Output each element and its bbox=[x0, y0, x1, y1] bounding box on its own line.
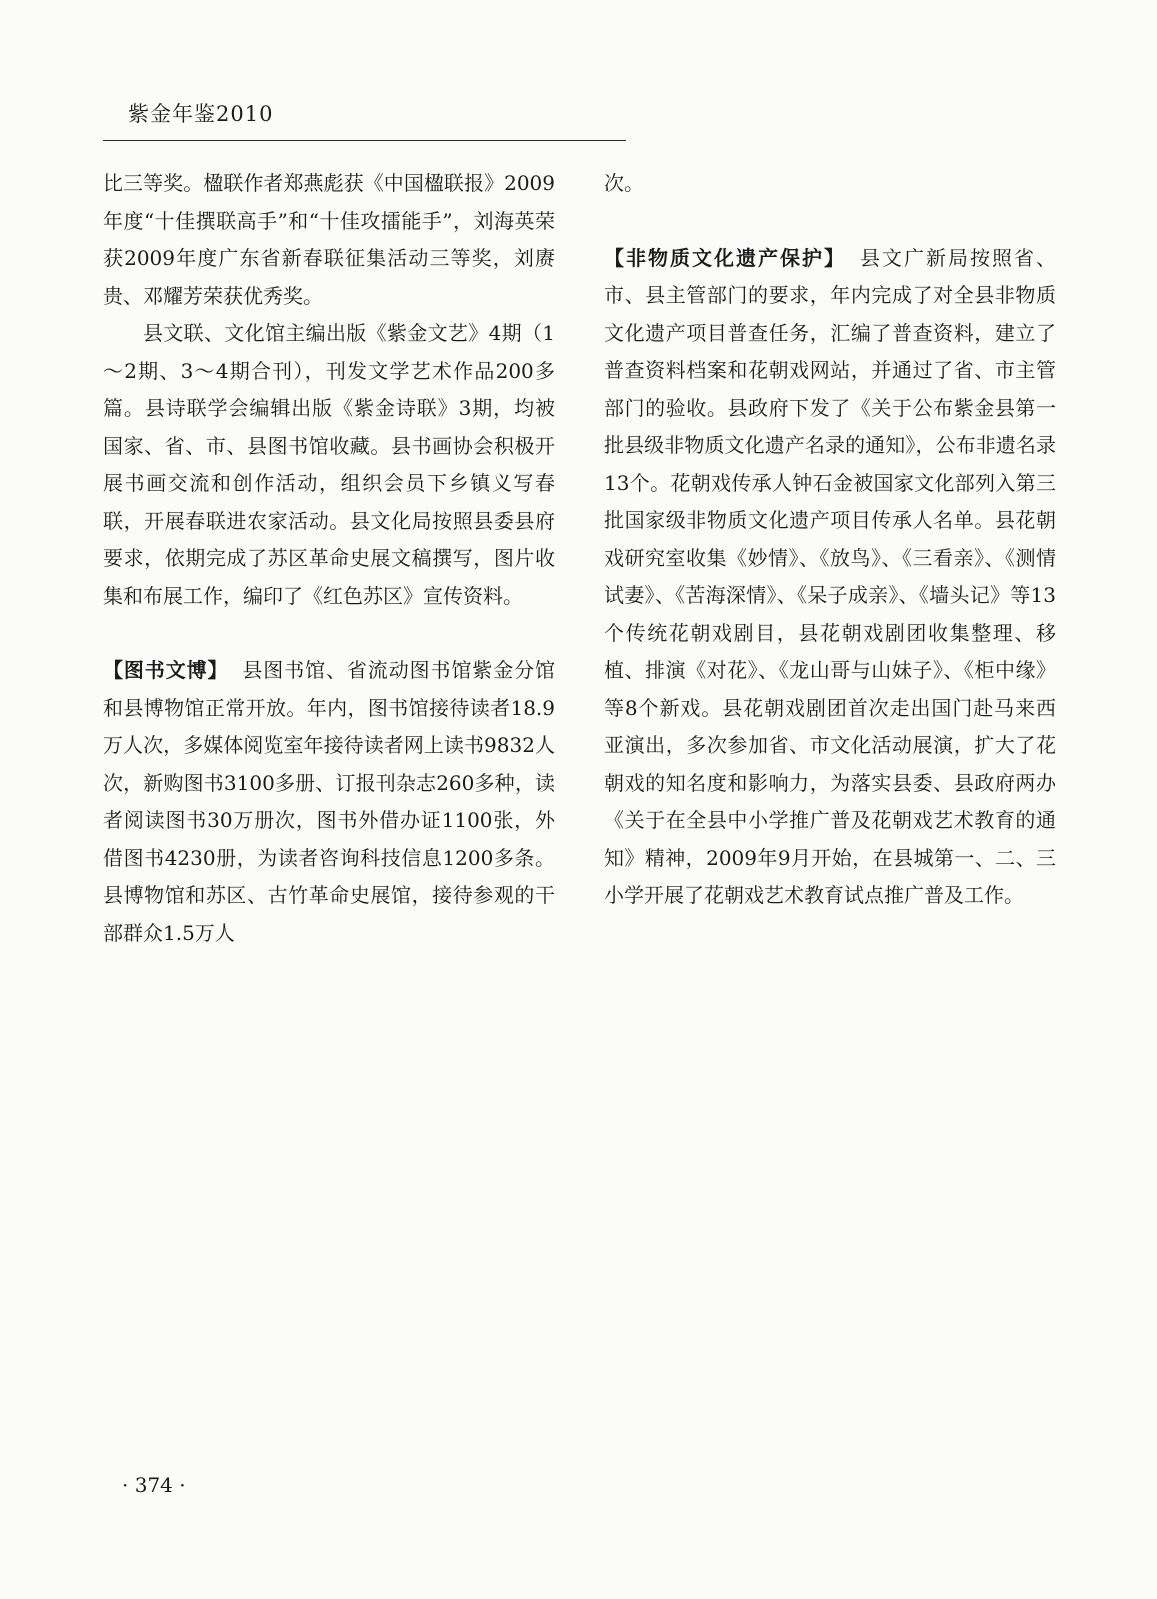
section-heading-heritage: 【非物质文化遗产保护】 bbox=[604, 245, 846, 270]
paragraph-couplet-awards: 比三等奖。楹联作者郑燕彪获《中国楹联报》2009年度“十佳撰联高手”和“十佳攻擂能手”，刘海英荣获2009年度广东省新春联征集活动三等奖，刘赓贵、邓耀芳荣获优秀奖。 bbox=[103, 171, 555, 308]
section-text-library: 县图书馆、省流动图书馆紫金分馆和县博物馆正常开放。年内，图书馆接待读者18.9万人次，多媒体阅览室年接待读者网上读书9832人次，新购图书3100多册、订报刊杂志260多种，读者阅读图书30万册次，图书外借办证1100张，外借图书4230册，为读者咨询科技信息1200多条。县博物馆和苏区、古竹革命史展馆，接待参观的干部群众1.5万人 bbox=[103, 658, 556, 945]
paragraph-continuation: 次。 bbox=[604, 171, 644, 195]
section-library bbox=[103, 652, 555, 952]
header-rule bbox=[103, 140, 626, 141]
paragraph-publications: 县文联、文化馆主编出版《紫金文艺》4期（1～2期、3～4期合刊），刊发文学艺术作品200多篇。县诗联学会编辑出版《紫金诗联》3期，均被国家、省、市、县图书馆收藏。县书画协会积极开展书画交流和创作活动，组织会员下乡镇义写春联，开展春联进农家活动。县文化局按照县委县府要求，依期完成了苏区革命史展文稿撰写，图片收集和布展工作，编印了《红色苏区》宣传资料。 bbox=[103, 321, 555, 608]
section-heading-library: 【图书文博】 bbox=[103, 658, 229, 682]
right-column bbox=[604, 165, 1056, 915]
section-heritage bbox=[604, 240, 1056, 915]
left-column bbox=[103, 165, 555, 952]
running-header: 紫金年鉴2010 bbox=[128, 102, 274, 126]
section-text-heritage: 县文广新局按照省、市、县主管部门的要求，年内完成了对全县非物质文化遗产项目普查任务，汇编了普查资料，建立了普查资料档案和花朝戏网站，并通过了省、市主管部门的验收。县政府下发了《关于公布紫金县第一批县级非物质文化遗产名录的通知》，公布非遗名录13个。花朝戏传承人钟石金被国家文化部列入第三批国家级非物质文化遗产项目传承人名单。县花朝戏研究室收集《妙情》、《放鸟》、《三看亲》、《测情试妻》、《苦海深情》、《呆子成亲》、《墙头记》等13个传统花朝戏剧目，县花朝戏剧团收集整理、移植、排演《对花》、《龙山哥与山妹子》、《柜中缘》等8个新戏。县花朝戏剧团首次走出国门赴马来西亚演出，多次参加省、市文化活动展演，扩大了花朝戏的知名度和影响力，为落实县委、县政府两办《关于在全县中小学推广普及花朝戏艺术教育的通知》精神，2009年9月开始，在县城第一、二、三小学开展了花朝戏艺术教育试点推广普及工作。 bbox=[604, 245, 1056, 907]
page-number: · 374 · bbox=[122, 1473, 186, 1497]
